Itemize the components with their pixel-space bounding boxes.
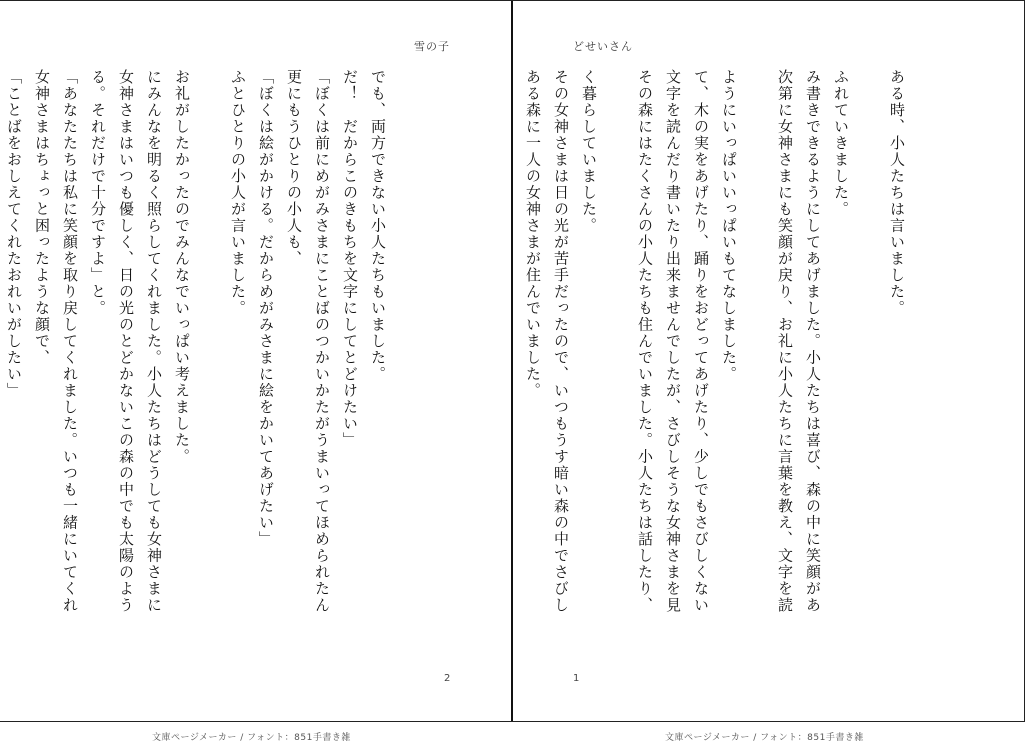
text-line (743, 69, 771, 669)
left-page-body-text (5, 69, 448, 669)
text-line: 女神さまはちょっと困ったような顔で、 (33, 69, 51, 366)
text-line: る。それだけで十分ですよ」と。 (89, 69, 107, 317)
text-line (196, 69, 224, 669)
text-line: み書きできるようにしてあげました。小人たちは喜び、森の中に笑顔があ (804, 69, 822, 614)
text-line: て、木の実をあげたり、踊りをおどってあげたり、少しでもさびしくない (692, 69, 710, 614)
right-page-number: 1 (573, 673, 580, 684)
text-line: 文字を読んだり書いたり出来ませんでしたが、さびしそうな女神さまを見 (664, 69, 682, 614)
right-running-head: どせいさん (573, 40, 633, 53)
text-line: 「ことばをおしえてくれたおれいがしたい」 (5, 69, 23, 399)
text-line: ある森に一人の女神さまが住んでいました。 (524, 69, 542, 399)
left-running-head: 雪の子 (414, 40, 450, 53)
text-line: だ！ だからこのきもちを文字にしてとどけたい」 (341, 69, 359, 449)
text-line: でも、両方できない小人たちもいました。 (369, 69, 387, 383)
right-page (513, 1, 1025, 721)
text-line: 次第に女神さまにも笑顔が戻り、お礼に小人たちに言葉を教え、文字を読 (776, 69, 794, 614)
text-line: ふとひとりの小人が言いました。 (229, 69, 247, 317)
left-page (0, 1, 511, 721)
text-line: その女神さまは日の光が苦手だったので、いつもうす暗い森の中でさびし (552, 69, 570, 614)
right-footer-credit: 文庫ページメーカー / フォント：851手書き雑 (665, 733, 864, 743)
left-footer-credit: 文庫ページメーカー / フォント：851手書き雑 (152, 733, 351, 743)
text-line: ある時、小人たちは言いました。 (888, 69, 906, 317)
text-line: にみんなを明るく照らしてくれました。小人たちはどうしても女神さまに (145, 69, 163, 614)
right-page-body-text (524, 69, 967, 669)
text-line: ふれていきました。 (832, 69, 850, 218)
text-line: 「ぼくは前にめがみさまにことばのつかいかたがうまいってほめられたん (313, 69, 331, 614)
text-line: く暮らしていました。 (580, 69, 598, 234)
text-line: ようにいっぱいいっぱいもてなしました。 (720, 69, 738, 383)
text-line: その森にはたくさんの小人たちも住んでいました。小人たちは話したり、 (636, 69, 654, 614)
text-line: 「ぼくは絵がかける。だからめがみさまに絵をかいてあげたい」 (257, 69, 275, 548)
text-line: お礼がしたかったのでみんなでいっぱい考えました。 (173, 69, 191, 465)
text-line: 更にもうひとりの小人も、 (285, 69, 303, 267)
left-page-number: 2 (444, 673, 451, 684)
text-line: 女神さまはいつも優しく、日の光のとどかないこの森の中でも太陽のよう (117, 69, 135, 614)
text-line: 「あなたたちは私に笑顔を取り戻してくれました。いつも一緒にいてくれ (61, 69, 79, 614)
text-line (855, 69, 883, 669)
text-line (603, 69, 631, 669)
